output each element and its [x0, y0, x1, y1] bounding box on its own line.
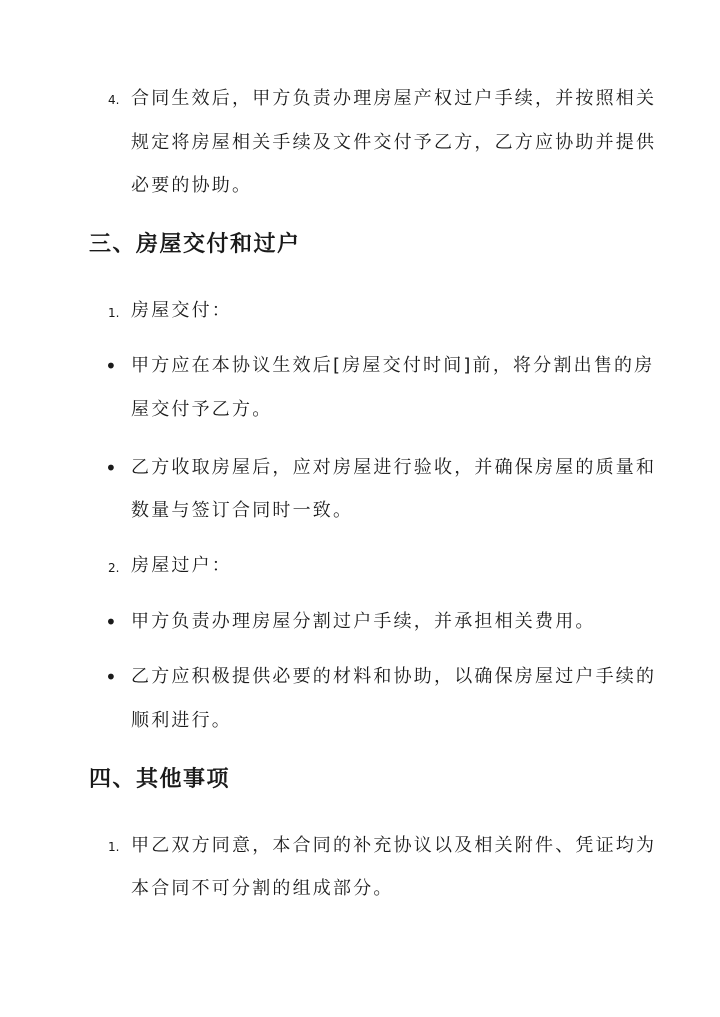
paragraph-line: 甲方负责办理房屋分割过户手续，并承担相关费用。 — [131, 611, 596, 632]
section-heading: 三、房屋交付和过户 — [89, 231, 301, 257]
paragraph-line: 乙方收取房屋后，应对房屋进行验收，并确保房屋的质量和 — [131, 457, 657, 478]
paragraph-line: 屋交付予乙方。 — [131, 399, 273, 420]
paragraph-line: 房屋过户： — [131, 555, 232, 576]
paragraph-line: 必要的协助。 — [131, 175, 253, 196]
bullet-marker: • — [105, 456, 117, 480]
paragraph-line: 合同生效后，甲方负责办理房屋产权过户手续，并按照相关 — [131, 88, 657, 109]
list-number: 2. — [108, 561, 120, 575]
bullet-marker: • — [105, 665, 117, 689]
section-heading: 四、其他事项 — [89, 766, 231, 792]
list-number: 1. — [108, 306, 120, 320]
bullet-marker: • — [105, 354, 117, 378]
paragraph-line: 数量与签订合同时一致。 — [131, 500, 354, 521]
bullet-marker: • — [105, 610, 117, 634]
paragraph-line: 房屋交付： — [131, 300, 232, 321]
paragraph-line: 乙方应积极提供必要的材料和协助，以确保房屋过户手续的 — [131, 666, 657, 687]
paragraph-line: 顺利进行。 — [131, 710, 232, 731]
paragraph-line: 甲乙双方同意，本合同的补充协议以及相关附件、凭证均为 — [131, 835, 657, 856]
list-number: 1. — [108, 840, 120, 854]
paragraph-line: 规定将房屋相关手续及文件交付予乙方，乙方应协助并提供 — [131, 132, 657, 153]
paragraph-line: 本合同不可分割的组成部分。 — [131, 878, 394, 899]
list-number: 4. — [108, 93, 120, 107]
paragraph-line: 甲方应在本协议生效后[房屋交付时间]前，将分割出售的房 — [131, 355, 655, 376]
